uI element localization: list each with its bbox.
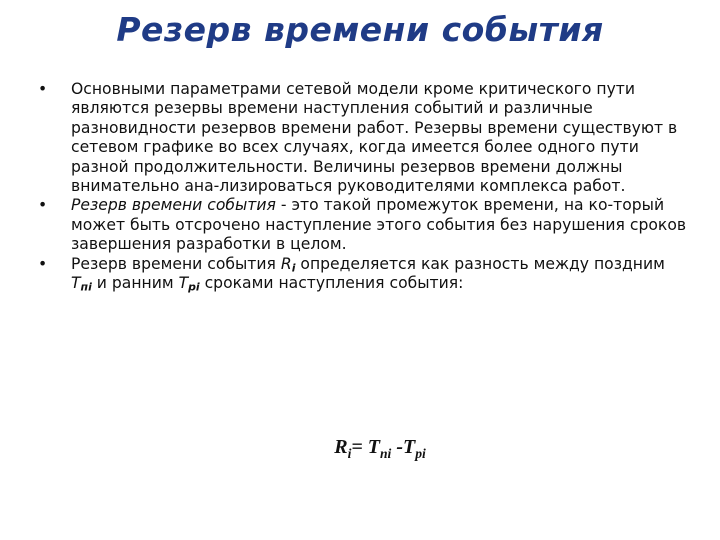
bullet-item-3 xyxy=(38,255,688,294)
symbol-t-early-sub: pi xyxy=(188,280,200,294)
bullet-item-2 xyxy=(38,196,688,254)
bullet-3-text-b: определяется как разность между поздним xyxy=(295,254,665,273)
formula-t-late-sub: пi xyxy=(379,445,392,461)
formula xyxy=(0,436,720,459)
bullet-3-text-d: сроками наступления события: xyxy=(199,274,464,293)
formula-r-sub: i xyxy=(347,445,352,461)
formula-t-early: T xyxy=(402,436,416,458)
formula-t-early-sub: pi xyxy=(415,445,426,461)
bullet-dot-icon: • xyxy=(38,254,48,273)
bullet-2-text: - это такой промежуток времени, на ко-торый может быть отсрочено наступление этого события без нарушения сроков завершения разработки в целом. xyxy=(71,196,687,254)
bullet-dot-icon: • xyxy=(38,80,48,98)
formula-minus: - xyxy=(391,436,403,458)
symbol-r: R xyxy=(280,254,292,273)
symbol-t-late: T xyxy=(71,274,81,293)
bullet-dot-icon: • xyxy=(38,196,48,215)
formula-equals: = xyxy=(351,436,368,458)
bullet-item-1 xyxy=(38,80,688,196)
term-definition-label: Резерв времени события xyxy=(71,196,276,215)
symbol-t-early: T xyxy=(178,274,189,293)
slide-title: Резерв времени события xyxy=(116,10,604,49)
symbol-r-sub: i xyxy=(291,261,296,275)
formula-t-late: T xyxy=(367,436,380,458)
bullet-1-text: Основными параметрами сетевой модели кроме критического пути являются резервы времени наступления событий и различные разновидности резервов времени работ. Резервы времени существуют в сетевом графике во всех случаях, когда имеется более одного пути разной продолжительности. Величины резервов времени должны внимательно ана-лизироваться руководителями комплекса работ. xyxy=(71,80,678,196)
bullet-list xyxy=(38,80,688,293)
formula-r: R xyxy=(334,436,348,458)
symbol-t-late-sub: пi xyxy=(80,280,92,294)
bullet-3-text-a: Резерв времени события xyxy=(71,254,281,273)
bullet-3-text-c: и ранним xyxy=(91,274,179,293)
